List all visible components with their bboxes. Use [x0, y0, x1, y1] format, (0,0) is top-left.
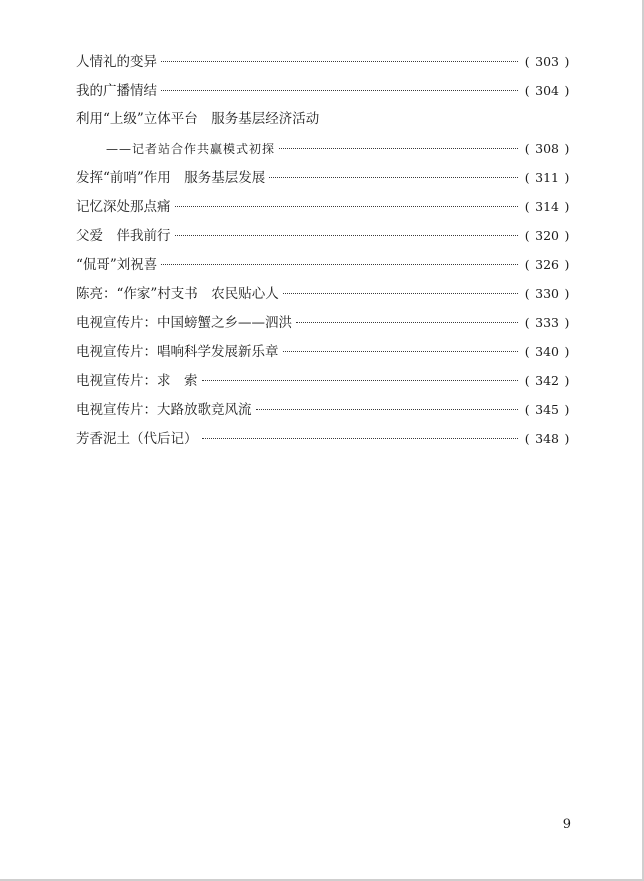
toc-entry[interactable] — [76, 337, 572, 366]
dot-leader — [202, 438, 519, 439]
toc-entry-title: “侃哥”刘祝喜 — [76, 257, 158, 273]
toc-entry-title: 人情礼的变异 — [76, 54, 157, 70]
toc-page-number: 304 — [535, 83, 559, 98]
toc-page-number: 303 — [535, 54, 559, 69]
dot-leader — [279, 148, 518, 149]
toc-page-number: 314 — [535, 199, 559, 214]
toc-entry-page: ( 340 ) — [522, 337, 572, 366]
toc-entry-title: 发挥“前哨”作用 服务基层发展 — [76, 170, 266, 186]
toc-page-number: 333 — [535, 315, 559, 330]
toc-entry[interactable] — [76, 76, 572, 105]
toc-entry-page: ( 303 ) — [522, 47, 572, 76]
toc-entry-page: ( 320 ) — [522, 221, 572, 250]
toc-entry-title: 电视宣传片：唱响科学发展新乐章 — [76, 344, 279, 360]
toc-entry-title: 父爱 伴我前行 — [76, 228, 171, 244]
toc-entry-title: ——记者站合作共赢模式初探 — [106, 142, 276, 156]
toc-entry-page: ( 348 ) — [522, 424, 572, 453]
toc-entry[interactable] — [76, 308, 572, 337]
dot-leader — [175, 206, 519, 207]
dot-leader — [283, 351, 519, 352]
toc-page-number: 340 — [535, 344, 559, 359]
toc-entry-page: ( 326 ) — [522, 250, 572, 279]
toc-entry[interactable] — [76, 163, 572, 192]
toc-page-number: 345 — [535, 402, 559, 417]
toc-entry-title: 电视宣传片：中国螃蟹之乡——泗洪 — [76, 315, 292, 331]
toc-entry[interactable] — [76, 279, 572, 308]
toc-page-number: 326 — [535, 257, 559, 272]
toc-page-number: 308 — [535, 141, 559, 156]
toc-entry-page: ( 308 ) — [522, 134, 572, 163]
table-of-contents — [76, 47, 572, 453]
toc-entry[interactable] — [76, 250, 572, 279]
toc-entry-page: ( 345 ) — [522, 395, 572, 424]
toc-entry-title: 电视宣传片：求 索 — [76, 373, 198, 389]
dot-leader — [161, 90, 518, 91]
toc-entry-subtitle[interactable] — [76, 134, 572, 163]
toc-entry-page: ( 314 ) — [522, 192, 572, 221]
toc-page-number: 348 — [535, 431, 559, 446]
toc-entry[interactable] — [76, 395, 572, 424]
toc-page-number: 330 — [535, 286, 559, 301]
toc-entry-title: 陈亮：“作家”村支书 农民贴心人 — [76, 286, 279, 302]
page-number: 9 — [562, 817, 571, 832]
toc-entry-page: ( 333 ) — [522, 308, 572, 337]
toc-entry[interactable] — [76, 192, 572, 221]
toc-entry[interactable] — [76, 424, 572, 453]
dot-leader — [161, 264, 518, 265]
dot-leader — [269, 177, 518, 178]
dot-leader — [296, 322, 518, 323]
toc-entry[interactable] — [76, 366, 572, 395]
toc-entry[interactable] — [76, 221, 572, 250]
toc-entry-heading[interactable] — [76, 105, 572, 134]
dot-leader — [256, 409, 519, 410]
dot-leader — [161, 61, 518, 62]
toc-entry-title: 我的广播情结 — [76, 83, 157, 99]
toc-entry-title: 记忆深处那点痛 — [76, 199, 171, 215]
dot-leader — [283, 293, 518, 294]
dot-leader — [175, 235, 519, 236]
toc-entry-page: ( 330 ) — [522, 279, 572, 308]
dot-leader — [202, 380, 519, 381]
toc-entry-title: 电视宣传片：大路放歌竞风流 — [76, 402, 252, 418]
toc-entry[interactable] — [76, 47, 572, 76]
toc-entry-page: ( 304 ) — [522, 76, 572, 105]
toc-entry-title: 利用“上级”立体平台 服务基层经济活动 — [76, 111, 320, 127]
toc-entry-page: ( 342 ) — [522, 366, 572, 395]
toc-entry-title: 芳香泥土（代后记） — [76, 431, 198, 447]
toc-entry-page: ( 311 ) — [522, 163, 572, 192]
toc-page-number: 311 — [535, 170, 559, 185]
toc-page-number: 320 — [535, 228, 559, 243]
toc-page-number: 342 — [535, 373, 559, 388]
